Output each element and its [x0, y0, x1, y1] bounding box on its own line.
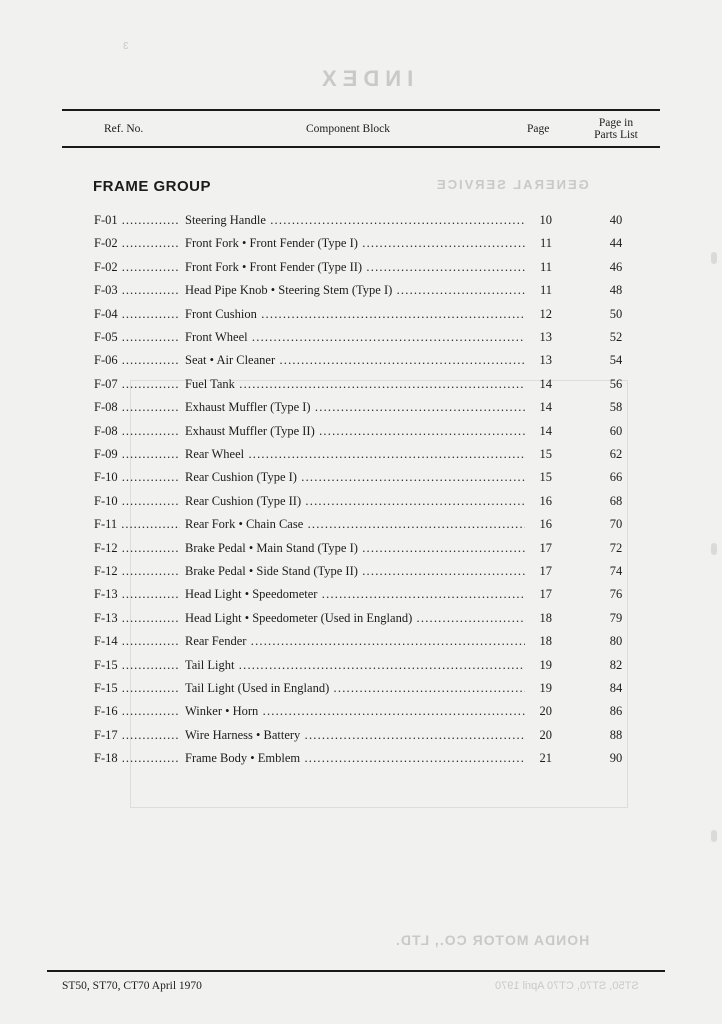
parts-list-page-cell: 90 [609, 751, 623, 765]
table-row [0, 611, 722, 631]
component-cell: Exhaust Muffler (Type I) ..... [185, 400, 525, 415]
component-cell: Rear Cushion (Type I) ..... [185, 470, 525, 485]
table-row [0, 400, 722, 420]
page-cell: 12 [539, 307, 552, 321]
component-cell: Rear Fork • Chain Case ..... [185, 517, 525, 532]
table-row [0, 283, 722, 303]
page-cell: 14 [539, 424, 552, 438]
component-cell: Tail Light ..... [185, 658, 525, 673]
parts-list-page-cell: 76 [609, 587, 623, 601]
header-bottom-rule [62, 146, 660, 148]
ref-no-cell: F-12 ..... [94, 541, 180, 556]
show-through-company: HONDA MOTOR CO., LTD. [395, 932, 590, 948]
component-cell: Front Fork • Front Fender (Type I) ..... [185, 236, 525, 251]
parts-list-page-cell: 74 [609, 564, 623, 578]
table-row [0, 236, 722, 256]
ref-no-cell: F-01 ..... [94, 213, 180, 228]
ref-no-cell: F-15 ..... [94, 658, 180, 673]
component-cell: Front Fork • Front Fender (Type II) ..... [185, 260, 525, 275]
table-row [0, 330, 722, 350]
parts-list-page-cell: 80 [609, 634, 623, 648]
component-cell: Head Light • Speedometer (Used in England) ..... [185, 611, 525, 626]
page-cell: 21 [539, 751, 552, 765]
page-cell: 20 [539, 704, 552, 718]
parts-list-page-cell: 79 [609, 611, 623, 625]
table-row [0, 564, 722, 584]
footer-text: ST50, ST70, CT70 April 1970 [62, 980, 202, 992]
page-cell: 11 [539, 236, 552, 250]
page-cell: 14 [539, 377, 552, 391]
show-through-general-service: GENERAL SERVICE [435, 177, 589, 192]
component-cell: Winker • Horn ..... [185, 704, 525, 719]
header-parts-line1: Page in [598, 117, 634, 129]
table-row [0, 353, 722, 373]
parts-list-page-cell: 84 [609, 681, 623, 695]
component-cell: Front Wheel ..... [185, 330, 525, 345]
page-cell: 17 [539, 541, 552, 555]
parts-list-page-cell: 66 [609, 470, 623, 484]
parts-list-page-cell: 56 [609, 377, 623, 391]
header-parts-line2: Parts List [594, 129, 638, 141]
parts-list-page-cell: 86 [609, 704, 623, 718]
parts-list-page-cell: 58 [609, 400, 623, 414]
table-row [0, 213, 722, 233]
table-row [0, 470, 722, 490]
component-cell: Rear Wheel ..... [185, 447, 525, 462]
table-row [0, 377, 722, 397]
parts-list-page-cell: 70 [609, 517, 623, 531]
parts-list-page-cell: 52 [609, 330, 623, 344]
component-cell: Fuel Tank ..... [185, 377, 525, 392]
component-cell: Frame Body • Emblem ..... [185, 751, 525, 766]
ref-no-cell: F-18 ..... [94, 751, 180, 766]
table-row [0, 424, 722, 444]
page-cell: 10 [539, 213, 552, 227]
page-cell: 11 [539, 283, 552, 297]
header-top-rule [62, 109, 660, 111]
page-cell: 20 [539, 728, 552, 742]
footer-rule [47, 970, 665, 972]
component-cell: Steering Handle ..... [185, 213, 525, 228]
page-cell: 15 [539, 447, 552, 461]
show-through-page-mark: 3 [123, 41, 129, 52]
parts-list-page-cell: 60 [609, 424, 623, 438]
ref-no-cell: F-05 ..... [94, 330, 180, 345]
table-row [0, 658, 722, 678]
ref-no-cell: F-12 ..... [94, 564, 180, 579]
component-cell: Brake Pedal • Main Stand (Type I) ..... [185, 541, 525, 556]
component-cell: Tail Light (Used in England) ..... [185, 681, 525, 696]
parts-list-page-cell: 62 [609, 447, 623, 461]
component-cell: Rear Fender ..... [185, 634, 525, 649]
ref-no-cell: F-10 ..... [94, 494, 180, 509]
ref-no-cell: F-07 ..... [94, 377, 180, 392]
page-cell: 11 [539, 260, 552, 274]
parts-list-page-cell: 50 [609, 307, 623, 321]
ref-no-cell: F-14 ..... [94, 634, 180, 649]
component-cell: Seat • Air Cleaner ..... [185, 353, 525, 368]
page-cell: 16 [539, 517, 552, 531]
show-through-index-heading: INDEX [316, 66, 414, 91]
header-ref-no: Ref. No. [104, 123, 144, 135]
table-row [0, 728, 722, 748]
page-cell: 14 [539, 400, 552, 414]
parts-list-page-cell: 48 [609, 283, 623, 297]
ref-no-cell: F-02 ..... [94, 260, 180, 275]
page-cell: 19 [539, 681, 552, 695]
ref-no-cell: F-09 ..... [94, 447, 180, 462]
ref-no-cell: F-08 ..... [94, 424, 180, 439]
ref-no-cell: F-08 ..... [94, 400, 180, 415]
table-row [0, 307, 722, 327]
parts-list-page-cell: 88 [609, 728, 623, 742]
parts-list-page-cell: 68 [609, 494, 623, 508]
table-row [0, 587, 722, 607]
page-cell: 17 [539, 587, 552, 601]
component-cell: Wire Harness • Battery ..... [185, 728, 525, 743]
table-row [0, 494, 722, 514]
ref-no-cell: F-03 ..... [94, 283, 180, 298]
page-cell: 18 [539, 634, 552, 648]
table-row [0, 447, 722, 467]
page-cell: 15 [539, 470, 552, 484]
ref-no-cell: F-11 ..... [94, 517, 180, 532]
ref-no-cell: F-16 ..... [94, 704, 180, 719]
page-cell: 18 [539, 611, 552, 625]
table-row [0, 681, 722, 701]
parts-list-page-cell: 46 [609, 260, 623, 274]
table-row [0, 704, 722, 724]
ref-no-cell: F-02 ..... [94, 236, 180, 251]
component-cell: Front Cushion ..... [185, 307, 525, 322]
parts-list-page-cell: 40 [609, 213, 623, 227]
component-cell: Head Light • Speedometer ..... [185, 587, 525, 602]
table-row [0, 260, 722, 280]
binder-hole-mark [711, 830, 717, 842]
table-row [0, 751, 722, 771]
table-row [0, 517, 722, 537]
group-title: FRAME GROUP [93, 178, 211, 195]
component-cell: Brake Pedal • Side Stand (Type II) ..... [185, 564, 525, 579]
ref-no-cell: F-04 ..... [94, 307, 180, 322]
page-cell: 13 [539, 330, 552, 344]
ref-no-cell: F-17 ..... [94, 728, 180, 743]
header-page: Page [527, 123, 550, 135]
parts-list-page-cell: 44 [609, 236, 623, 250]
show-through-footer: ST50, ST70, CT70 April 1970 [495, 980, 639, 992]
header-component-block: Component Block [306, 123, 391, 135]
parts-list-page-cell: 54 [609, 353, 623, 367]
table-row [0, 634, 722, 654]
page-cell: 16 [539, 494, 552, 508]
table-row [0, 541, 722, 561]
ref-no-cell: F-10 ..... [94, 470, 180, 485]
page-cell: 17 [539, 564, 552, 578]
component-cell: Exhaust Muffler (Type II) ..... [185, 424, 525, 439]
parts-list-page-cell: 82 [609, 658, 623, 672]
component-cell: Rear Cushion (Type II) ..... [185, 494, 525, 509]
component-cell: Head Pipe Knob • Steering Stem (Type I) ..... [185, 283, 525, 298]
header-page-in-parts-list [586, 117, 646, 141]
ref-no-cell: F-13 ..... [94, 611, 180, 626]
page-cell: 13 [539, 353, 552, 367]
page-cell: 19 [539, 658, 552, 672]
ref-no-cell: F-06 ..... [94, 353, 180, 368]
ref-no-cell: F-15 ..... [94, 681, 180, 696]
parts-list-page-cell: 72 [609, 541, 623, 555]
ref-no-cell: F-13 ..... [94, 587, 180, 602]
